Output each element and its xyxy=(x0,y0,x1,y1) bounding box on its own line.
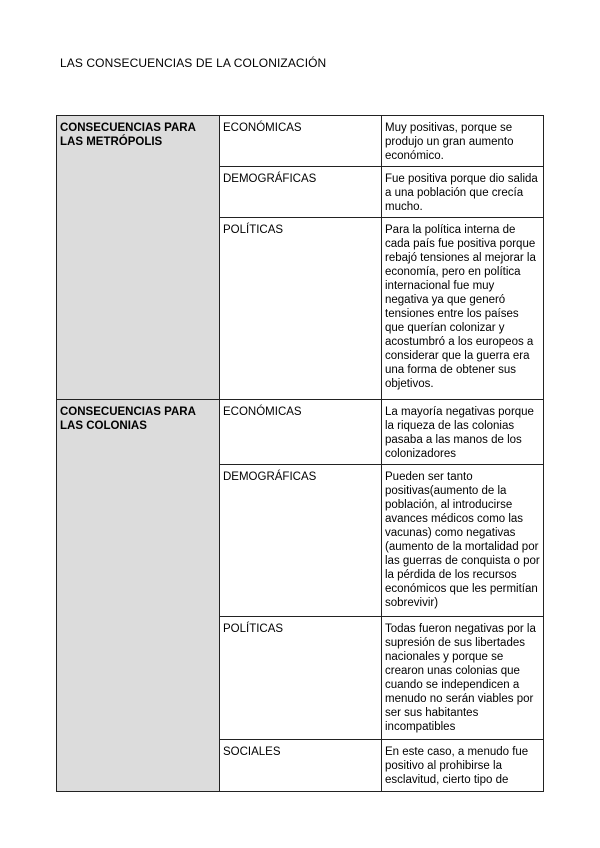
page-title: LAS CONSECUENCIAS DE LA COLONIZACIÓN xyxy=(60,56,327,70)
description-cell xyxy=(382,740,544,792)
description-cell xyxy=(382,617,544,740)
description-text: La mayoría negativas porque la riqueza de las colonias pasaba a las manos de los colonizadores xyxy=(385,406,534,460)
group-cell-metropolis xyxy=(57,116,220,400)
aspect-cell xyxy=(220,116,382,167)
group-cell-colonias xyxy=(57,400,220,792)
consequences-table xyxy=(56,115,544,792)
description-text: Fue positiva porque dio salida a una población que crecía mucho. xyxy=(385,173,538,213)
aspect-label: POLÍTICAS xyxy=(223,623,284,635)
table-row xyxy=(57,116,544,167)
description-text: Para la política interna de cada país fue positiva porque rebajó tensiones al mejorar la economía, pero en política internacional fue muy negativa ya que generó tensiones entre los países que querían colonizar y acostumbró a los europeos a considerar que la guerra era una forma de obtener sus objetivos. xyxy=(385,224,536,390)
description-text: Muy positivas, porque se produjo un gran aumento económico. xyxy=(385,122,514,162)
description-text: En este caso, a menudo fue positivo al prohibirse la esclavitud, cierto tipo de xyxy=(385,746,529,786)
group-label: CONSECUENCIAS PARA LAS METRÓPOLIS xyxy=(60,122,196,148)
description-text: Todas fueron negativas por la supresión de sus libertades nacionales y porque se crearon unas colonias que cuando se independicen a menudo no serán viables por ser sus habitantes incompatibles xyxy=(385,623,536,733)
group-label: CONSECUENCIAS PARA LAS COLONIAS xyxy=(60,406,196,432)
description-cell xyxy=(382,465,544,617)
description-cell xyxy=(382,218,544,400)
description-cell xyxy=(382,116,544,167)
aspect-label: ECONÓMICAS xyxy=(223,406,302,418)
table-row xyxy=(57,400,544,465)
aspect-label: SOCIALES xyxy=(223,746,281,758)
description-text: Pueden ser tanto positivas(aumento de la población, al introducirse avances médicos como las vacunas) como negativas (aumento de la mortalidad por las guerras de conquista o por la pérdida de los recursos económicos que les permitían sobrevivir) xyxy=(385,471,540,609)
description-cell xyxy=(382,167,544,218)
aspect-label: DEMOGRÁFICAS xyxy=(223,471,317,483)
aspect-cell xyxy=(220,218,382,400)
aspect-label: POLÍTICAS xyxy=(223,224,284,236)
aspect-cell xyxy=(220,617,382,740)
aspect-label: DEMOGRÁFICAS xyxy=(223,173,317,185)
aspect-cell xyxy=(220,465,382,617)
description-cell xyxy=(382,400,544,465)
aspect-cell xyxy=(220,740,382,792)
aspect-cell xyxy=(220,400,382,465)
aspect-label: ECONÓMICAS xyxy=(223,122,302,134)
aspect-cell xyxy=(220,167,382,218)
